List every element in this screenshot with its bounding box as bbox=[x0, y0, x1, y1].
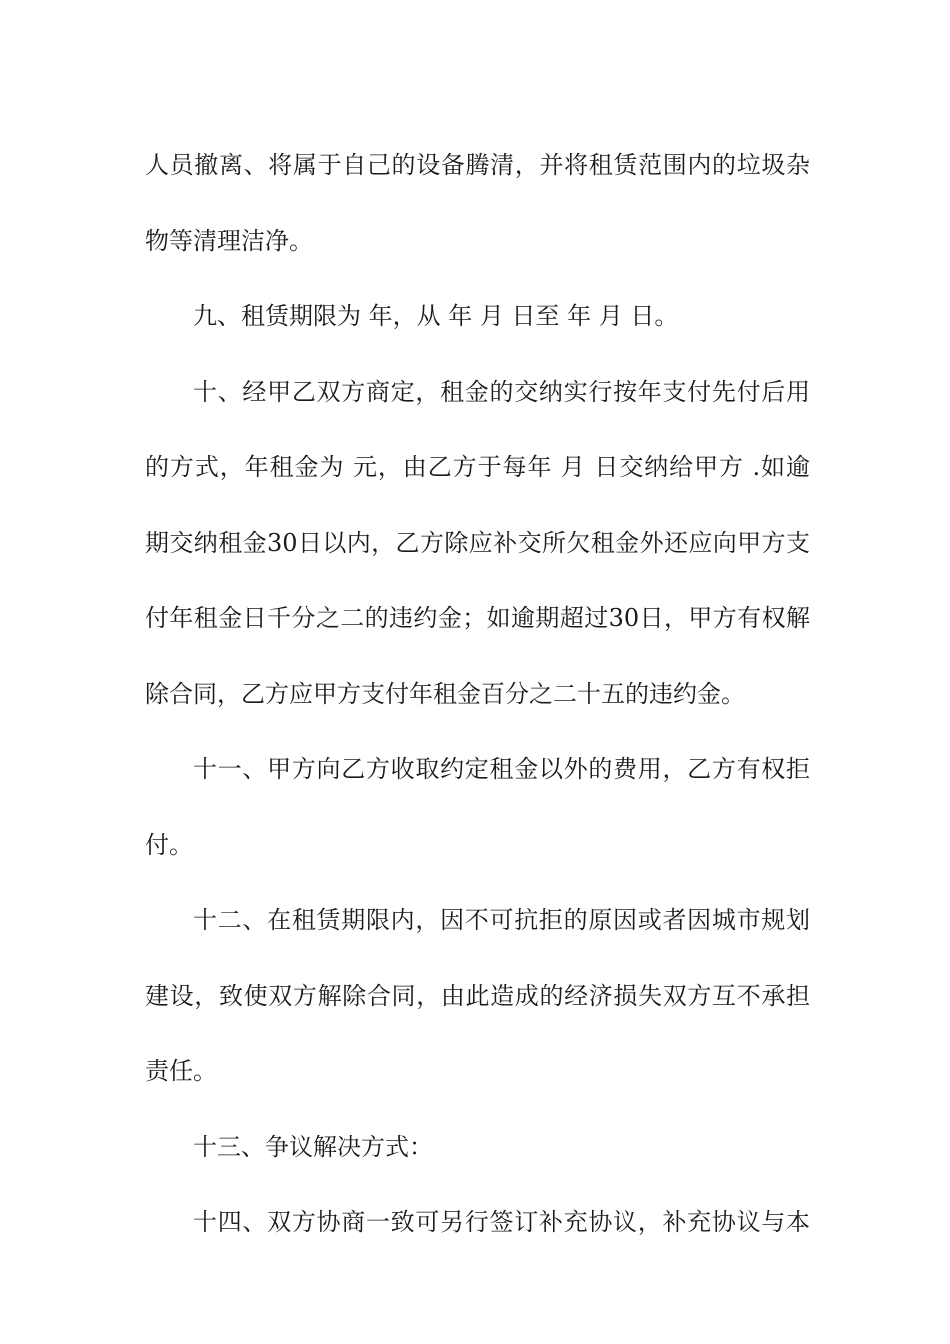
text-line-2: 物等清理洁净。 bbox=[145, 226, 313, 255]
text-line-11: 十二、在租赁期限内，因不可抗拒的原因或者因城市规划 bbox=[193, 906, 810, 934]
text-line-1: 人员撤离、将属于自己的设备腾清，并将租赁范围内的垃圾杂 bbox=[145, 151, 810, 179]
text-line-5: 的方式，年租金为 元，由乙方于每年 月 日交纳给甲方 .如逾 bbox=[145, 453, 810, 481]
text-line-6: 期交纳租金30日以内，乙方除应补交所欠租金外还应向甲方支 bbox=[145, 528, 810, 557]
text-line-4: 十、经甲乙双方商定，租金的交纳实行按年支付先付后用 bbox=[193, 377, 810, 406]
text-line-10: 付。 bbox=[145, 830, 193, 859]
text-line-14: 十三、争议解决方式： bbox=[193, 1132, 433, 1161]
text-line-9: 十一、甲方向乙方收取约定租金以外的费用，乙方有权拒 bbox=[193, 755, 810, 783]
text-line-8: 除合同，乙方应甲方支付年租金百分之二十五的违约金。 bbox=[145, 679, 745, 708]
text-line-12: 建设，致使双方解除合同，由此造成的经济损失双方互不承担 bbox=[145, 981, 810, 1010]
text-line-3: 九、租赁期限为 年，从 年 月 日至 年 月 日。 bbox=[193, 302, 679, 330]
text-line-7: 付年租金日千分之二的违约金；如逾期超过30日，甲方有权解 bbox=[145, 604, 810, 632]
text-line-15: 十四、双方协商一致可另行签订补充协议，补充协议与本 bbox=[193, 1208, 810, 1236]
contract-body-text bbox=[145, 128, 810, 1261]
text-line-13: 责任。 bbox=[145, 1057, 217, 1085]
